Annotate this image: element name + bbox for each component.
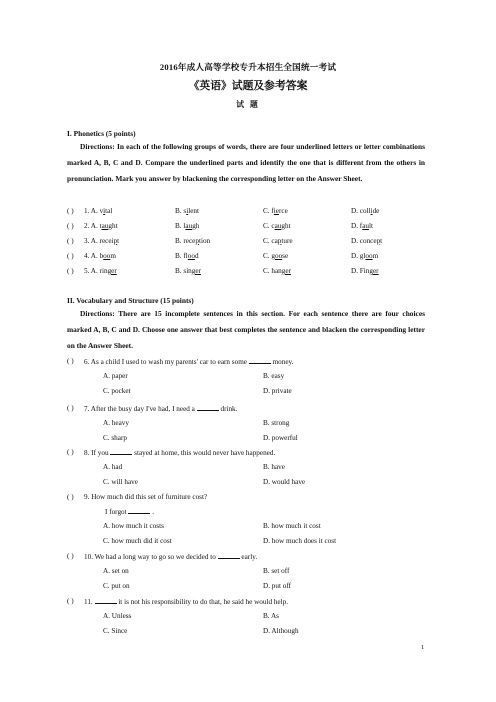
answer-paren: ( ) <box>67 597 74 605</box>
answer-blank <box>128 507 150 514</box>
option-text: B. flood <box>175 252 199 260</box>
answer-paren: ( ) <box>67 222 74 230</box>
answer-blank <box>95 597 117 604</box>
answer-paren: ( ) <box>67 267 74 275</box>
answer-blank <box>218 552 240 559</box>
exam-subtitle: 《英语》试题及参考答案 <box>188 80 308 92</box>
underlined-letters: au <box>274 222 282 230</box>
exam-title: 2016年成人高等学校专升本招生全国统一考试 <box>159 62 337 72</box>
option-c: C. put on <box>103 582 130 590</box>
answer-paren: ( ) <box>67 357 74 365</box>
answer-paren: ( ) <box>67 207 74 215</box>
option-c: C. Since <box>103 627 128 635</box>
underlined-letters: i <box>103 207 106 215</box>
option-text: 5. A. ringer <box>84 267 117 275</box>
answer-paren: ( ) <box>67 448 74 456</box>
option-b: B. easy <box>263 372 285 380</box>
option-text: D. fault <box>351 222 373 230</box>
underlined-letters: p <box>113 237 118 245</box>
question-text: 10. We had a long way to go so we decided to early. <box>84 553 258 561</box>
underlined-letters: i <box>370 207 373 215</box>
option-text: 4. A. boom <box>84 252 116 260</box>
option-a: A. heavy <box>103 419 129 427</box>
underlined-letters: ger <box>107 267 117 275</box>
answer-blank <box>249 357 271 364</box>
option-text: B. reception <box>175 237 211 245</box>
underlined-letters: ie <box>273 207 279 215</box>
underlined-letters: ger <box>369 267 379 275</box>
underlined-letters: oo <box>274 252 283 260</box>
underlined-letters: p <box>376 237 381 245</box>
option-text: C. caught <box>263 222 291 230</box>
option-d: D. private <box>263 387 292 395</box>
option-text: B. silent <box>175 207 199 215</box>
option-text: 3. A. receipt <box>84 237 120 245</box>
option-b: B. set off <box>263 567 290 575</box>
option-text: B. singer <box>175 267 201 275</box>
underlined-letters: ger <box>281 267 291 275</box>
answer-paren: ( ) <box>67 252 74 260</box>
underlined-letters: au <box>362 222 369 230</box>
underlined-letters: au <box>185 222 193 230</box>
option-text: D. gloom <box>351 252 379 260</box>
option-text: 2. A. taught <box>84 222 118 230</box>
underlined-letters: au <box>101 222 109 230</box>
option-c: C. sharp <box>103 434 127 442</box>
option-text: D. collide <box>351 207 380 215</box>
option-text: B. laugh <box>175 222 200 230</box>
option-b: B. strong <box>263 419 290 427</box>
option-a: A. Unless <box>103 612 132 620</box>
option-a: A. set on <box>103 567 129 575</box>
exam-section-title: 试 题 <box>236 100 260 109</box>
answer-paren: ( ) <box>67 552 74 560</box>
underlined-letters: oo <box>103 252 111 260</box>
option-c: C. pocket <box>103 387 131 395</box>
question-text: 11. it is not his responsibility to do that, he said he would help. <box>84 598 289 606</box>
question-text: 8. If you stayed at home, this would never have happened. <box>84 449 276 457</box>
page-number: 1 <box>421 644 425 651</box>
underlined-letters: oo <box>187 252 195 260</box>
option-text: C. fierce <box>263 207 288 215</box>
option-text: C. capture <box>263 237 293 245</box>
option-text: 1. A. vital <box>84 207 113 215</box>
option-text: D. concept <box>351 237 383 245</box>
underlined-letters: oo <box>365 252 373 260</box>
option-d: D. how much does it cost <box>263 537 337 545</box>
option-a: A. paper <box>103 372 128 380</box>
option-b: B. have <box>263 463 285 471</box>
option-c: C. will have <box>103 478 138 486</box>
option-a: A. had <box>103 463 123 471</box>
answer-paren: ( ) <box>67 237 74 245</box>
section2-heading: II. Vocabulary and Structure (15 points) <box>67 296 194 305</box>
question-text: 6. As a child I used to wash my parents' car to earn some money. <box>84 358 294 366</box>
option-text: C. hanger <box>263 267 291 275</box>
section2-directions: Directions: There are 15 incomplete sentences in this section. For each sentence there are four choices marked A, B, C and D. Choose one answer that best completes the sentence and blacken the corresponding letter on the Answer Sheet. <box>67 309 425 350</box>
answer-paren: ( ) <box>67 404 74 412</box>
question-text: 9. How much did this set of furniture cost? <box>84 493 208 501</box>
question-text: 7. After the busy day I've had, I need a drink. <box>84 405 238 413</box>
question-text: I forgot . <box>105 508 155 516</box>
section1-heading: I. Phonetics (5 points) <box>67 129 136 138</box>
underlined-letters: p <box>195 237 199 245</box>
section1-directions: Directions: In each of the following groups of words, there are four underlined letters or letter combinations marked A, B, C and D. Compare the underlined parts and identify the one that is different from the others in pronunciation. Mark you answer by blackening the corresponding letter on the Answer Sheet. <box>67 142 425 183</box>
underlined-letters: i <box>186 207 189 215</box>
option-b: B. how much it cost <box>263 522 321 530</box>
option-a: A. how much it costs <box>103 522 164 530</box>
option-c: C. how much did it cost <box>103 537 172 545</box>
option-text: D. Finger <box>351 267 379 275</box>
answer-blank <box>197 404 219 411</box>
answer-blank <box>110 448 132 455</box>
option-d: D. put off <box>263 582 292 590</box>
underlined-letters: p <box>277 237 282 245</box>
option-b: B. As <box>263 612 279 620</box>
option-text: C. goose <box>263 252 289 260</box>
underlined-letters: ger <box>191 267 201 275</box>
answer-paren: ( ) <box>67 493 74 501</box>
option-d: D. Although <box>263 627 299 635</box>
option-d: D. would have <box>263 478 306 486</box>
option-d: D. powerful <box>263 434 298 442</box>
